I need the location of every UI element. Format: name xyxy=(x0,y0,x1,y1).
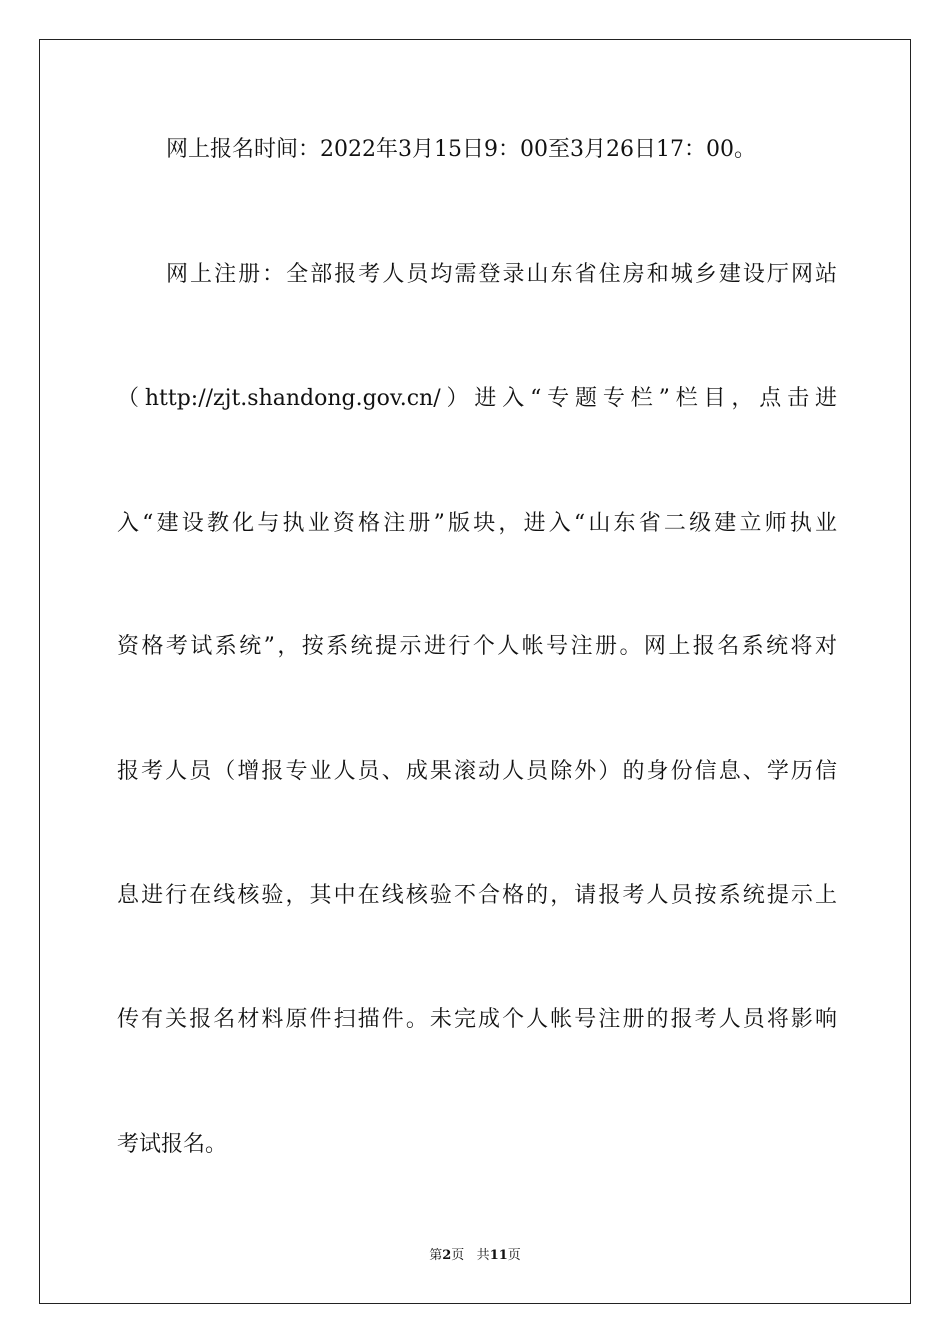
page-frame xyxy=(39,39,911,1304)
text-line: 网上注册：全部报考人员均需登录山东省住房和城乡建设厅网站 xyxy=(166,262,837,287)
text-line: 考试报名。 xyxy=(117,1132,228,1157)
text-line: 报考人员（增报专业人员、成果滚动人员除外）的身份信息、学历信 xyxy=(117,759,837,784)
total-pages: 11 xyxy=(489,1248,508,1263)
page-footer xyxy=(0,1246,950,1266)
text-line: 入“建设教化与执业资格注册”版块，进入“山东省二级建立师执业 xyxy=(117,511,837,536)
text-line: 资格考试系统”，按系统提示进行个人帐号注册。网上报名系统将对 xyxy=(117,634,837,659)
total-prefix: 共 xyxy=(476,1248,490,1263)
text-line: 息进行在线核验，其中在线核验不合格的，请报考人员按系统提示上 xyxy=(117,883,837,908)
text-line: （http://zjt.shandong.gov.cn/）进入“专题专栏”栏目，点击进 xyxy=(117,386,837,411)
page-number: 2 xyxy=(442,1248,452,1263)
total-suffix: 页 xyxy=(507,1248,521,1263)
page-prefix: 第 xyxy=(429,1248,443,1263)
text-line: 网上报名时间：2022年3月15日9：00至3月26日17：00。 xyxy=(166,137,756,162)
page-suffix: 页 xyxy=(451,1248,465,1263)
text-line: 传有关报名材料原件扫描件。未完成个人帐号注册的报考人员将影响 xyxy=(117,1007,837,1032)
